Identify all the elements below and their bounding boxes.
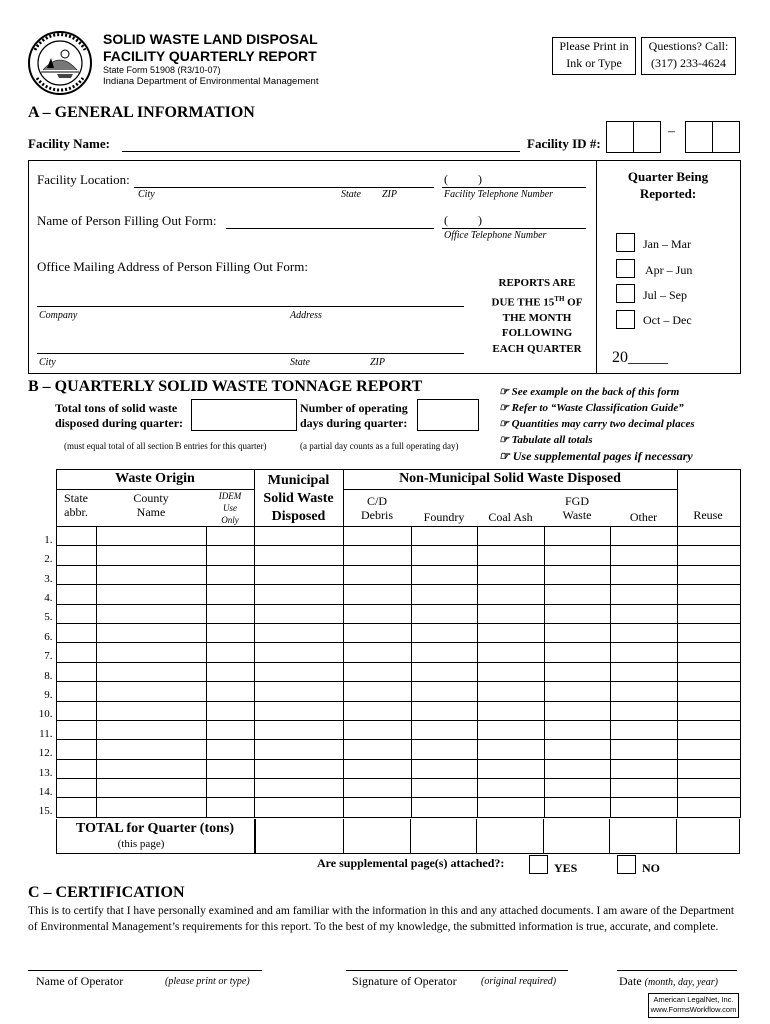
county-name-cell[interactable] xyxy=(96,527,206,546)
idem-use-only-header: IDEM Use Only xyxy=(218,491,242,525)
state-abbr-cell[interactable] xyxy=(56,779,96,798)
fgd-waste-cell[interactable] xyxy=(544,798,610,817)
county-name-cell[interactable] xyxy=(96,701,206,720)
facility-location-label: Facility Location: xyxy=(37,172,130,187)
county-name-cell[interactable] xyxy=(96,662,206,681)
foundry-cell[interactable] xyxy=(411,527,477,546)
state-abbr-header: State abbr. xyxy=(64,491,88,519)
city-caption: City xyxy=(138,189,155,200)
state-abbr-cell[interactable] xyxy=(56,643,96,662)
municipal-cell[interactable] xyxy=(254,740,343,759)
fgd-waste-cell[interactable] xyxy=(544,546,610,565)
note-5: ☞ Use supplemental pages if necessary xyxy=(499,449,693,463)
fgd-waste-cell[interactable] xyxy=(544,585,610,604)
state-abbr-cell[interactable] xyxy=(56,720,96,739)
section-b-title: B – QUARTERLY SOLID WASTE TONNAGE REPORT xyxy=(28,378,423,395)
idem-use-cell xyxy=(206,623,254,642)
year-field[interactable]: 20_____ xyxy=(612,349,668,366)
municipal-cell[interactable] xyxy=(254,682,343,701)
coal-ash-cell[interactable] xyxy=(477,604,544,623)
county-name-cell[interactable] xyxy=(96,798,206,817)
table-row xyxy=(28,798,740,817)
row-number: 3. xyxy=(44,572,53,585)
county-name-cell[interactable] xyxy=(96,585,206,604)
table-row xyxy=(28,740,740,759)
form-title-line2: FACILITY QUARTERLY REPORT xyxy=(103,48,317,64)
cd-debris-header: C/D Debris xyxy=(361,494,393,522)
county-name-cell[interactable] xyxy=(96,740,206,759)
foundry-cell[interactable] xyxy=(411,759,477,778)
idem-use-cell xyxy=(206,740,254,759)
coal-ash-cell[interactable] xyxy=(477,623,544,642)
county-name-cell[interactable] xyxy=(96,779,206,798)
municipal-cell[interactable] xyxy=(254,565,343,584)
company-address-field[interactable] xyxy=(37,306,464,307)
county-name-cell[interactable] xyxy=(96,604,206,623)
supplemental-yes-checkbox[interactable] xyxy=(529,855,548,874)
due-line3: THE MONTH xyxy=(502,311,572,324)
municipal-cell[interactable] xyxy=(254,546,343,565)
supplemental-no-checkbox[interactable] xyxy=(617,855,636,874)
state-abbr-cell[interactable] xyxy=(56,701,96,720)
reuse-cell[interactable] xyxy=(677,623,740,642)
fgd-waste-header: FGD Waste xyxy=(562,494,592,522)
form-number: State Form 51908 (R3/10-07) xyxy=(103,65,221,75)
facility-name-label: Facility Name: xyxy=(28,136,110,151)
county-name-cell[interactable] xyxy=(96,546,206,565)
foundry-cell[interactable] xyxy=(411,701,477,720)
office-phone-parens: ( ) xyxy=(444,213,482,227)
reuse-cell[interactable] xyxy=(677,585,740,604)
cd-debris-cell[interactable] xyxy=(343,740,411,759)
foundry-cell[interactable] xyxy=(411,662,477,681)
county-name-cell[interactable] xyxy=(96,682,206,701)
fgd-waste-cell[interactable] xyxy=(544,643,610,662)
table-row xyxy=(28,604,740,623)
other-cell[interactable] xyxy=(610,682,677,701)
cd-debris-cell[interactable] xyxy=(343,604,411,623)
partial-day-note: (a partial day counts as a full operating day) xyxy=(300,441,459,451)
agency-name: Indiana Department of Environmental Management xyxy=(103,76,319,87)
row-number: 15. xyxy=(38,805,53,818)
table-row xyxy=(28,662,740,681)
reuse-cell[interactable] xyxy=(677,546,740,565)
row-number: 12. xyxy=(38,747,53,760)
questions-phone: (317) 233-4624 xyxy=(651,56,726,70)
idem-use-cell xyxy=(206,759,254,778)
questions-line1: Questions? Call: xyxy=(648,39,729,53)
municipal-cell[interactable] xyxy=(254,720,343,739)
print-note-line2: Ink or Type xyxy=(566,56,622,70)
total-label: TOTAL for Quarter (tons) xyxy=(75,821,235,836)
other-cell[interactable] xyxy=(610,604,677,623)
due-line2: DUE THE 15TH OF xyxy=(491,294,583,309)
fgd-waste-cell[interactable] xyxy=(544,662,610,681)
facility-id-box-4[interactable] xyxy=(712,121,740,153)
quarter-checkbox-q1[interactable] xyxy=(616,233,635,252)
municipal-cell[interactable] xyxy=(254,662,343,681)
state-abbr-cell[interactable] xyxy=(56,662,96,681)
state2-caption: State xyxy=(290,357,310,368)
municipal-cell[interactable] xyxy=(254,701,343,720)
city2-caption: City xyxy=(39,357,56,368)
reuse-cell[interactable] xyxy=(677,604,740,623)
county-name-cell[interactable] xyxy=(96,720,206,739)
facility-id-dash: – xyxy=(668,124,675,139)
table-row xyxy=(28,565,740,584)
idem-use-cell xyxy=(206,643,254,662)
county-name-cell[interactable] xyxy=(96,565,206,584)
quarter-checkbox-q4[interactable] xyxy=(616,310,635,329)
cd-debris-cell[interactable] xyxy=(343,527,411,546)
mailing-address-label: Office Mailing Address of Person Filling Out Form: xyxy=(37,259,308,274)
row-number: 9. xyxy=(44,689,53,702)
waste-origin-header: Waste Origin xyxy=(115,471,195,486)
quarter-label-q1: Jan – Mar xyxy=(643,237,691,251)
quarter-checkbox-q2[interactable] xyxy=(616,259,635,278)
other-cell[interactable] xyxy=(610,546,677,565)
idem-use-cell xyxy=(206,779,254,798)
table-row xyxy=(28,759,740,778)
row-number: 6. xyxy=(44,630,53,643)
facility-location-field[interactable] xyxy=(134,187,434,188)
total-sub-label: (this page) xyxy=(117,838,165,850)
pointing-hand-icon: ☞ xyxy=(499,418,512,430)
due-line4: FOLLOWING xyxy=(501,327,573,340)
reuse-cell[interactable] xyxy=(677,527,740,546)
facility-name-field[interactable] xyxy=(122,151,520,152)
due-date-notice xyxy=(474,276,600,357)
municipal-cell[interactable] xyxy=(254,643,343,662)
idem-use-cell xyxy=(206,546,254,565)
coal-ash-cell[interactable] xyxy=(477,740,544,759)
idem-use-cell xyxy=(206,585,254,604)
fgd-waste-cell[interactable] xyxy=(544,759,610,778)
fgd-waste-cell[interactable] xyxy=(544,779,610,798)
foundry-cell[interactable] xyxy=(411,779,477,798)
quarter-label-q3: Jul – Sep xyxy=(643,288,688,302)
reuse-cell[interactable] xyxy=(677,682,740,701)
facility-phone-field[interactable] xyxy=(442,187,586,188)
total-municipal-cell[interactable] xyxy=(254,819,344,854)
reuse-cell[interactable] xyxy=(677,701,740,720)
cd-debris-cell[interactable] xyxy=(343,565,411,584)
cd-debris-cell[interactable] xyxy=(343,662,411,681)
quarter-title-line2: Reported: xyxy=(639,186,697,201)
cd-debris-cell[interactable] xyxy=(343,701,411,720)
state-abbr-cell[interactable] xyxy=(56,565,96,584)
questions-box xyxy=(641,37,736,75)
form-title-line1: SOLID WASTE LAND DISPOSAL xyxy=(103,31,318,47)
idem-use-cell xyxy=(206,662,254,681)
facility-phone-caption: Facility Telephone Number xyxy=(444,189,554,200)
other-cell[interactable] xyxy=(610,779,677,798)
municipal-cell[interactable] xyxy=(254,779,343,798)
certification-text: This is to certify that I have personally examined and am familiar with the information in this and any attached documents. I am aware of the Department of Environmental Management’s requirements for this report. To the best of my knowledge, the submitted information is true, accurate, and complete. xyxy=(28,905,735,933)
total-coal-ash-cell[interactable] xyxy=(477,819,544,854)
zip-caption: ZIP xyxy=(382,189,397,200)
idem-use-cell xyxy=(206,720,254,739)
reuse-cell[interactable] xyxy=(677,798,740,817)
row-number: 7. xyxy=(44,650,53,663)
foundry-cell[interactable] xyxy=(411,740,477,759)
state-abbr-cell[interactable] xyxy=(56,759,96,778)
other-cell[interactable] xyxy=(610,527,677,546)
row-number: 10. xyxy=(38,708,53,721)
state-abbr-cell[interactable] xyxy=(56,585,96,604)
print-note-line1: Please Print in xyxy=(559,39,629,53)
state-abbr-cell[interactable] xyxy=(56,623,96,642)
note-4: ☞ Tabulate all totals xyxy=(499,434,593,446)
idem-use-cell xyxy=(206,798,254,817)
foundry-cell[interactable] xyxy=(411,720,477,739)
pointing-hand-icon: ☞ xyxy=(499,434,512,446)
county-name-cell[interactable] xyxy=(96,643,206,662)
coal-ash-cell[interactable] xyxy=(477,585,544,604)
state-abbr-cell[interactable] xyxy=(56,682,96,701)
total-other-cell[interactable] xyxy=(610,819,677,854)
quarter-title xyxy=(597,168,739,202)
person-name-label: Name of Person Filling Out Form: xyxy=(37,213,217,228)
supplemental-yes-label: YES xyxy=(554,861,578,875)
must-equal-note: (must equal total of all section B entries for this quarter) xyxy=(64,441,267,451)
operator-signature-label: Signature of Operator xyxy=(352,974,457,988)
municipal-cell[interactable] xyxy=(254,623,343,642)
municipal-cell[interactable] xyxy=(254,585,343,604)
row-number: 13. xyxy=(38,766,53,779)
coal-ash-cell[interactable] xyxy=(477,798,544,817)
foundry-cell[interactable] xyxy=(411,604,477,623)
operating-days-field[interactable] xyxy=(417,399,479,431)
company-caption: Company xyxy=(39,310,78,321)
county-name-cell[interactable] xyxy=(96,759,206,778)
row-number: 2. xyxy=(44,553,53,566)
fgd-waste-cell[interactable] xyxy=(544,623,610,642)
table-row xyxy=(28,701,740,720)
state-seal xyxy=(27,30,93,96)
cd-debris-cell[interactable] xyxy=(343,623,411,642)
foundry-cell[interactable] xyxy=(411,643,477,662)
county-name-cell[interactable] xyxy=(96,623,206,642)
other-cell[interactable] xyxy=(610,720,677,739)
coal-ash-cell[interactable] xyxy=(477,662,544,681)
section-c-title: C – CERTIFICATION xyxy=(28,884,185,901)
fgd-waste-cell[interactable] xyxy=(544,565,610,584)
operating-days-label: Number of operating days during quarter: xyxy=(300,401,408,430)
fgd-waste-cell[interactable] xyxy=(544,740,610,759)
other-cell[interactable] xyxy=(610,701,677,720)
idem-use-cell xyxy=(206,682,254,701)
cd-debris-cell[interactable] xyxy=(343,643,411,662)
note-1: ☞ See example on the back of this form xyxy=(499,386,680,398)
facility-id-box-1[interactable] xyxy=(606,121,634,153)
facility-phone-parens: ( ) xyxy=(444,172,482,186)
supplemental-no-label: NO xyxy=(642,861,660,875)
instruction-notes xyxy=(499,384,695,464)
total-tons-field[interactable] xyxy=(191,399,297,431)
municipal-cell[interactable] xyxy=(254,604,343,623)
office-phone-field[interactable] xyxy=(442,228,586,229)
date-label: Date (month, day, year) xyxy=(619,974,718,988)
fgd-waste-cell[interactable] xyxy=(544,701,610,720)
facility-id-label: Facility ID #: xyxy=(527,136,601,151)
reuse-header: Reuse xyxy=(693,508,723,522)
municipal-cell[interactable] xyxy=(254,798,343,817)
state-abbr-cell[interactable] xyxy=(56,546,96,565)
table-row xyxy=(28,623,740,642)
note-3: ☞ Quantities may carry two decimal places xyxy=(499,418,695,430)
coal-ash-cell[interactable] xyxy=(477,720,544,739)
coal-ash-cell[interactable] xyxy=(477,779,544,798)
total-foundry-cell[interactable] xyxy=(411,819,477,854)
foundry-cell[interactable] xyxy=(411,585,477,604)
city-state-zip-field[interactable] xyxy=(37,353,464,354)
due-line5: EACH QUARTER xyxy=(492,342,582,355)
other-cell[interactable] xyxy=(610,585,677,604)
other-cell[interactable] xyxy=(610,759,677,778)
municipal-cell[interactable] xyxy=(254,759,343,778)
other-cell[interactable] xyxy=(610,643,677,662)
supplemental-question: Are supplemental page(s) attached?: xyxy=(317,856,505,870)
other-cell[interactable] xyxy=(610,740,677,759)
note-2: ☞ Refer to “Waste Classification Guide” xyxy=(499,402,684,414)
row-number: 4. xyxy=(44,592,53,605)
reuse-cell[interactable] xyxy=(677,643,740,662)
foundry-cell[interactable] xyxy=(411,623,477,642)
pointing-hand-icon: ☞ xyxy=(499,402,512,414)
office-phone-caption: Office Telephone Number xyxy=(444,230,547,241)
state-caption: State xyxy=(341,189,361,200)
coal-ash-cell[interactable] xyxy=(477,565,544,584)
state-abbr-cell[interactable] xyxy=(56,604,96,623)
coal-ash-cell[interactable] xyxy=(477,701,544,720)
table-row xyxy=(28,720,740,739)
table-row xyxy=(28,527,740,546)
total-fgd-waste-cell[interactable] xyxy=(544,819,610,854)
cd-debris-cell[interactable] xyxy=(343,720,411,739)
quarter-label-q4: Oct – Dec xyxy=(643,313,692,327)
coal-ash-cell[interactable] xyxy=(477,546,544,565)
foundry-cell[interactable] xyxy=(411,798,477,817)
municipal-cell[interactable] xyxy=(254,527,343,546)
coal-ash-cell[interactable] xyxy=(477,759,544,778)
date-field[interactable] xyxy=(617,970,737,971)
table-row xyxy=(28,682,740,701)
foundry-cell[interactable] xyxy=(411,682,477,701)
row-number: 1. xyxy=(44,533,53,546)
fgd-waste-cell[interactable] xyxy=(544,720,610,739)
coal-ash-cell[interactable] xyxy=(477,643,544,662)
table-row xyxy=(28,585,740,604)
reuse-cell[interactable] xyxy=(677,740,740,759)
fgd-waste-cell[interactable] xyxy=(544,682,610,701)
print-note-box xyxy=(552,37,636,75)
row-number: 8. xyxy=(44,669,53,682)
address-caption: Address xyxy=(290,310,322,321)
idem-use-cell xyxy=(206,565,254,584)
total-cd-debris-cell[interactable] xyxy=(343,819,411,854)
row-number: 5. xyxy=(44,611,53,624)
cd-debris-cell[interactable] xyxy=(343,585,411,604)
cd-debris-cell[interactable] xyxy=(343,682,411,701)
coal-ash-cell[interactable] xyxy=(477,527,544,546)
reuse-cell[interactable] xyxy=(677,720,740,739)
operator-name-label: Name of Operator xyxy=(36,974,124,988)
zip2-caption: ZIP xyxy=(370,357,385,368)
other-cell[interactable] xyxy=(610,662,677,681)
section-a-title: A – GENERAL INFORMATION xyxy=(28,104,255,121)
total-reuse-cell[interactable] xyxy=(677,819,740,854)
operator-name-field[interactable] xyxy=(28,970,262,971)
operator-signature-field[interactable] xyxy=(346,970,568,971)
non-municipal-header: Non-Municipal Solid Waste Disposed xyxy=(399,471,621,486)
cd-debris-cell[interactable] xyxy=(343,798,411,817)
quarter-label-q2: Apr – Jun xyxy=(645,263,693,277)
cd-debris-cell[interactable] xyxy=(343,779,411,798)
reuse-cell[interactable] xyxy=(677,759,740,778)
coal-ash-header: Coal Ash xyxy=(488,510,533,524)
pointing-hand-icon: ☞ xyxy=(499,449,513,463)
cd-debris-cell[interactable] xyxy=(343,759,411,778)
row-number: 11. xyxy=(39,727,53,740)
facility-id-box-2[interactable] xyxy=(633,121,661,153)
total-tons-label: Total tons of solid waste disposed during quarter: xyxy=(55,401,184,430)
foundry-cell[interactable] xyxy=(411,565,477,584)
reuse-cell[interactable] xyxy=(677,779,740,798)
table-row xyxy=(28,779,740,798)
quarter-checkbox-q3[interactable] xyxy=(616,284,635,303)
operator-signature-hint: (original required) xyxy=(481,976,557,987)
other-cell[interactable] xyxy=(610,623,677,642)
idem-use-cell xyxy=(206,604,254,623)
foundry-cell[interactable] xyxy=(411,546,477,565)
table-row xyxy=(28,643,740,662)
other-cell[interactable] xyxy=(610,798,677,817)
reuse-cell[interactable] xyxy=(677,565,740,584)
state-abbr-cell[interactable] xyxy=(56,527,96,546)
state-abbr-cell[interactable] xyxy=(56,798,96,817)
operator-name-hint: (please print or type) xyxy=(165,976,250,987)
pointing-hand-icon: ☞ xyxy=(499,386,512,398)
fgd-waste-cell[interactable] xyxy=(544,604,610,623)
state-abbr-cell[interactable] xyxy=(56,740,96,759)
reuse-cell[interactable] xyxy=(677,662,740,681)
county-name-header: County Name xyxy=(133,491,169,519)
facility-id-box-3[interactable] xyxy=(685,121,713,153)
idem-use-cell xyxy=(206,527,254,546)
municipal-header: Municipal Solid Waste Disposed xyxy=(263,473,334,524)
foundry-header: Foundry xyxy=(423,510,465,524)
coal-ash-cell[interactable] xyxy=(477,682,544,701)
waste-data-grid xyxy=(28,526,741,818)
header-divider-nonmunicipal-under xyxy=(343,489,677,490)
other-header: Other xyxy=(629,510,658,524)
quarter-title-line1: Quarter Being xyxy=(627,169,709,184)
person-name-field[interactable] xyxy=(226,228,434,229)
fgd-waste-cell[interactable] xyxy=(544,527,610,546)
due-line1: REPORTS ARE xyxy=(498,277,576,289)
cd-debris-cell[interactable] xyxy=(343,546,411,565)
publisher-stamp: American LegalNet, Inc. www.FormsWorkflow.com xyxy=(648,993,739,1018)
other-cell[interactable] xyxy=(610,565,677,584)
table-row xyxy=(28,546,740,565)
idem-use-cell xyxy=(206,701,254,720)
row-number: 14. xyxy=(38,785,53,798)
